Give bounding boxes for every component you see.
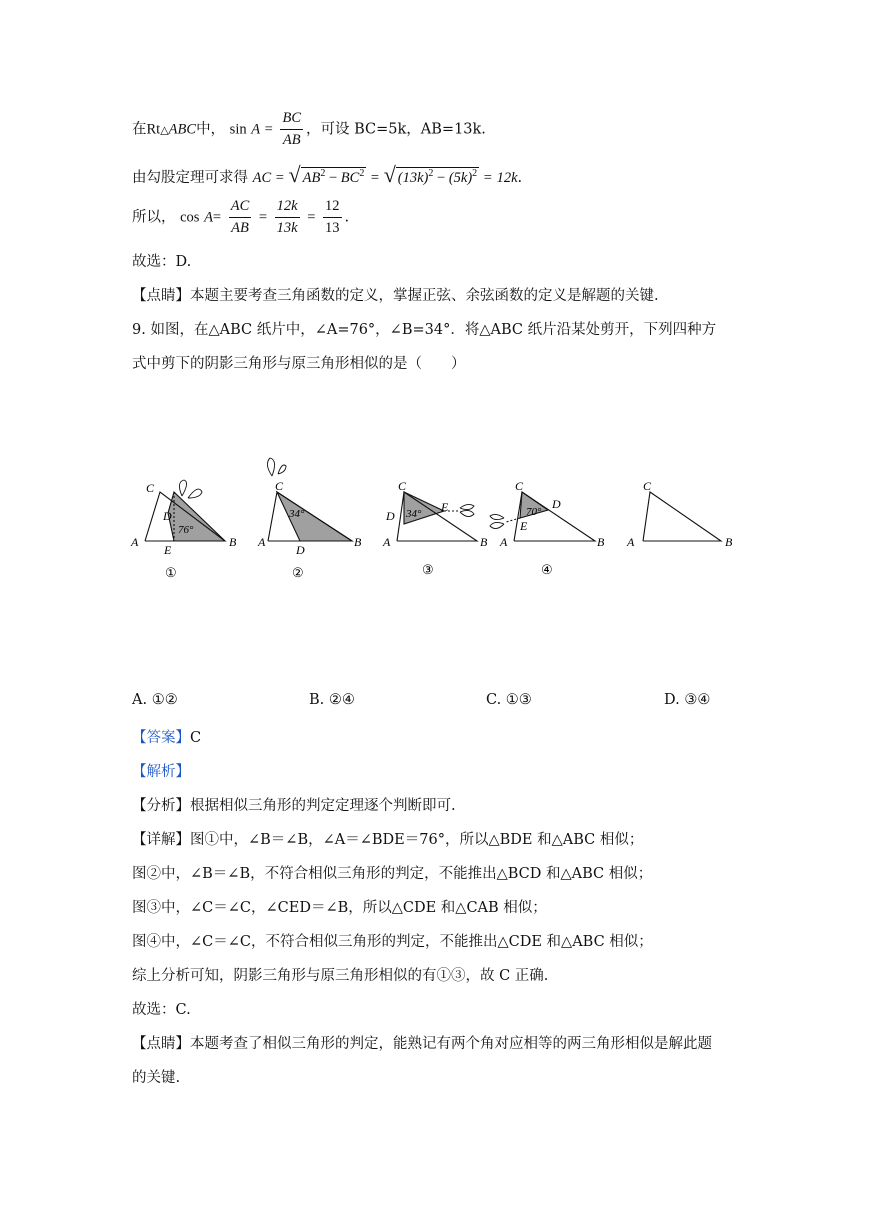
fig3-label-a: A xyxy=(383,535,391,549)
fig3-label-e: E xyxy=(441,500,449,514)
fig3-label-d: D xyxy=(386,509,395,523)
detail-line-1: 【详解】图①中，∠B＝∠B，∠A＝∠BDE＝76°，所以△BDE 和△ABC 相似； xyxy=(132,832,644,848)
detail-line-5: 综上分析可知，阴影三角形与原三角形相似的有①③，故 C 正确. xyxy=(132,968,549,984)
analysis-tag: 【解析】 xyxy=(132,764,190,780)
fig4-label-e: E xyxy=(520,519,528,533)
comment-line-1: 【点睛】本题主要考查三角函数的定义，掌握正弦、余弦函数的定义是解题的关键. xyxy=(132,288,659,304)
answer-line: 【答案】C xyxy=(132,730,202,746)
fig3-number: ③ xyxy=(422,562,434,577)
fig2-label-c: C xyxy=(275,479,284,493)
fraction-ac-ab: $\frac{AC}{AB}$ xyxy=(230,198,250,236)
line-pythagorean: 由勾股定理可求得 AC = √ $AB^2 - BC^2$ = √ $(13k)^2 - (5k)^2 = 12k$. xyxy=(132,162,523,187)
question-9-line-2: 式中剪下的阴影三角形与原三角形相似的是（ ） xyxy=(132,356,466,372)
sqrt-ab-bc: $AB^2 - BC^2$ xyxy=(302,168,365,186)
fig4-label-b: B xyxy=(597,535,605,549)
fig2-label-a: A xyxy=(258,535,266,549)
choice-d-line: 故选：D. xyxy=(132,254,192,270)
fraction-12-13: $\frac{12}{13}$ xyxy=(325,198,340,236)
figure-2 xyxy=(267,458,352,541)
question-9-line-1: 9. 如图，在△ABC 纸片中，∠A=76°，∠B=34°．将△ABC 纸片沿某处剪开，下列四种方 xyxy=(132,322,717,338)
sqrt-13k-5k: $(13k)^2 - (5k)^2$ xyxy=(397,168,478,186)
fig3-angle: 34° xyxy=(406,508,422,520)
detail-line-4: 图④中，∠C＝∠C，不符合相似三角形的判定，不能推出△CDE 和△ABC 相似； xyxy=(132,934,653,950)
fig4-angle: 70° xyxy=(526,506,542,518)
fig1-label-d: D xyxy=(163,509,172,523)
fig1-angle: 76° xyxy=(178,524,194,536)
fraction-12k-13k: $\frac{12k}{13k}$ xyxy=(276,198,298,236)
fig2-label-d: D xyxy=(296,543,305,557)
fig4-label-c: C xyxy=(515,479,524,493)
fig4-label-a: A xyxy=(500,535,508,549)
comment-2-line-1: 【点睛】本题考查了相似三角形的判定，能熟记有两个角对应相等的两三角形相似是解此题 xyxy=(132,1036,712,1052)
comment-2-line-2: 的关键. xyxy=(132,1070,181,1086)
fig1-label-e: E xyxy=(164,543,172,557)
option-c[interactable]: C. ①③ xyxy=(486,692,532,708)
fig1-label-b: B xyxy=(229,535,237,549)
fig2-number: ② xyxy=(292,565,304,580)
figure-original xyxy=(643,492,721,541)
fig4-number: ④ xyxy=(541,562,553,577)
detail-line-2: 图②中，∠B＝∠B，不符合相似三角形的判定，不能推出△BCD 和△ABC 相似； xyxy=(132,866,653,882)
line-cos-result: 所以， cos A= $\frac{AC}{AB}$ = $\frac{12k}{13k}$ = $\frac{12}{13}$ . xyxy=(132,196,349,239)
detail-line-3: 图③中，∠C＝∠C，∠CED＝∠B，所以△CDE 和△CAB 相似； xyxy=(132,900,547,916)
fraction-bc-ab: $\frac{BC}{AB}$ xyxy=(282,110,301,148)
option-b[interactable]: B. ②④ xyxy=(309,692,355,708)
fig5-label-a: A xyxy=(627,535,635,549)
fig2-label-b: B xyxy=(354,535,362,549)
fig2-angle: 34° xyxy=(289,508,305,520)
fig3-label-c: C xyxy=(398,479,407,493)
figure-4 xyxy=(490,492,595,541)
option-a[interactable]: A. ①② xyxy=(132,692,178,708)
fenxi-line: 【分析】根据相似三角形的判定定理逐个判断即可. xyxy=(132,798,456,814)
fig3-label-b: B xyxy=(480,535,488,549)
fig5-label-b: B xyxy=(725,535,733,549)
fig5-label-c: C xyxy=(643,479,652,493)
line-sin-definition: 在Rt△ABC中， sin A = $\frac{BC}{AB}$ ，可设 BC=5k，AB=13k. xyxy=(132,108,486,151)
triangle-figures xyxy=(0,440,869,610)
fig1-number: ① xyxy=(165,565,177,580)
option-d[interactable]: D. ③④ xyxy=(664,692,711,708)
fig1-label-a: A xyxy=(131,535,139,549)
fig1-label-c: C xyxy=(146,481,155,495)
final-choice: 故选：C. xyxy=(132,1002,191,1018)
fig4-label-d: D xyxy=(552,497,561,511)
